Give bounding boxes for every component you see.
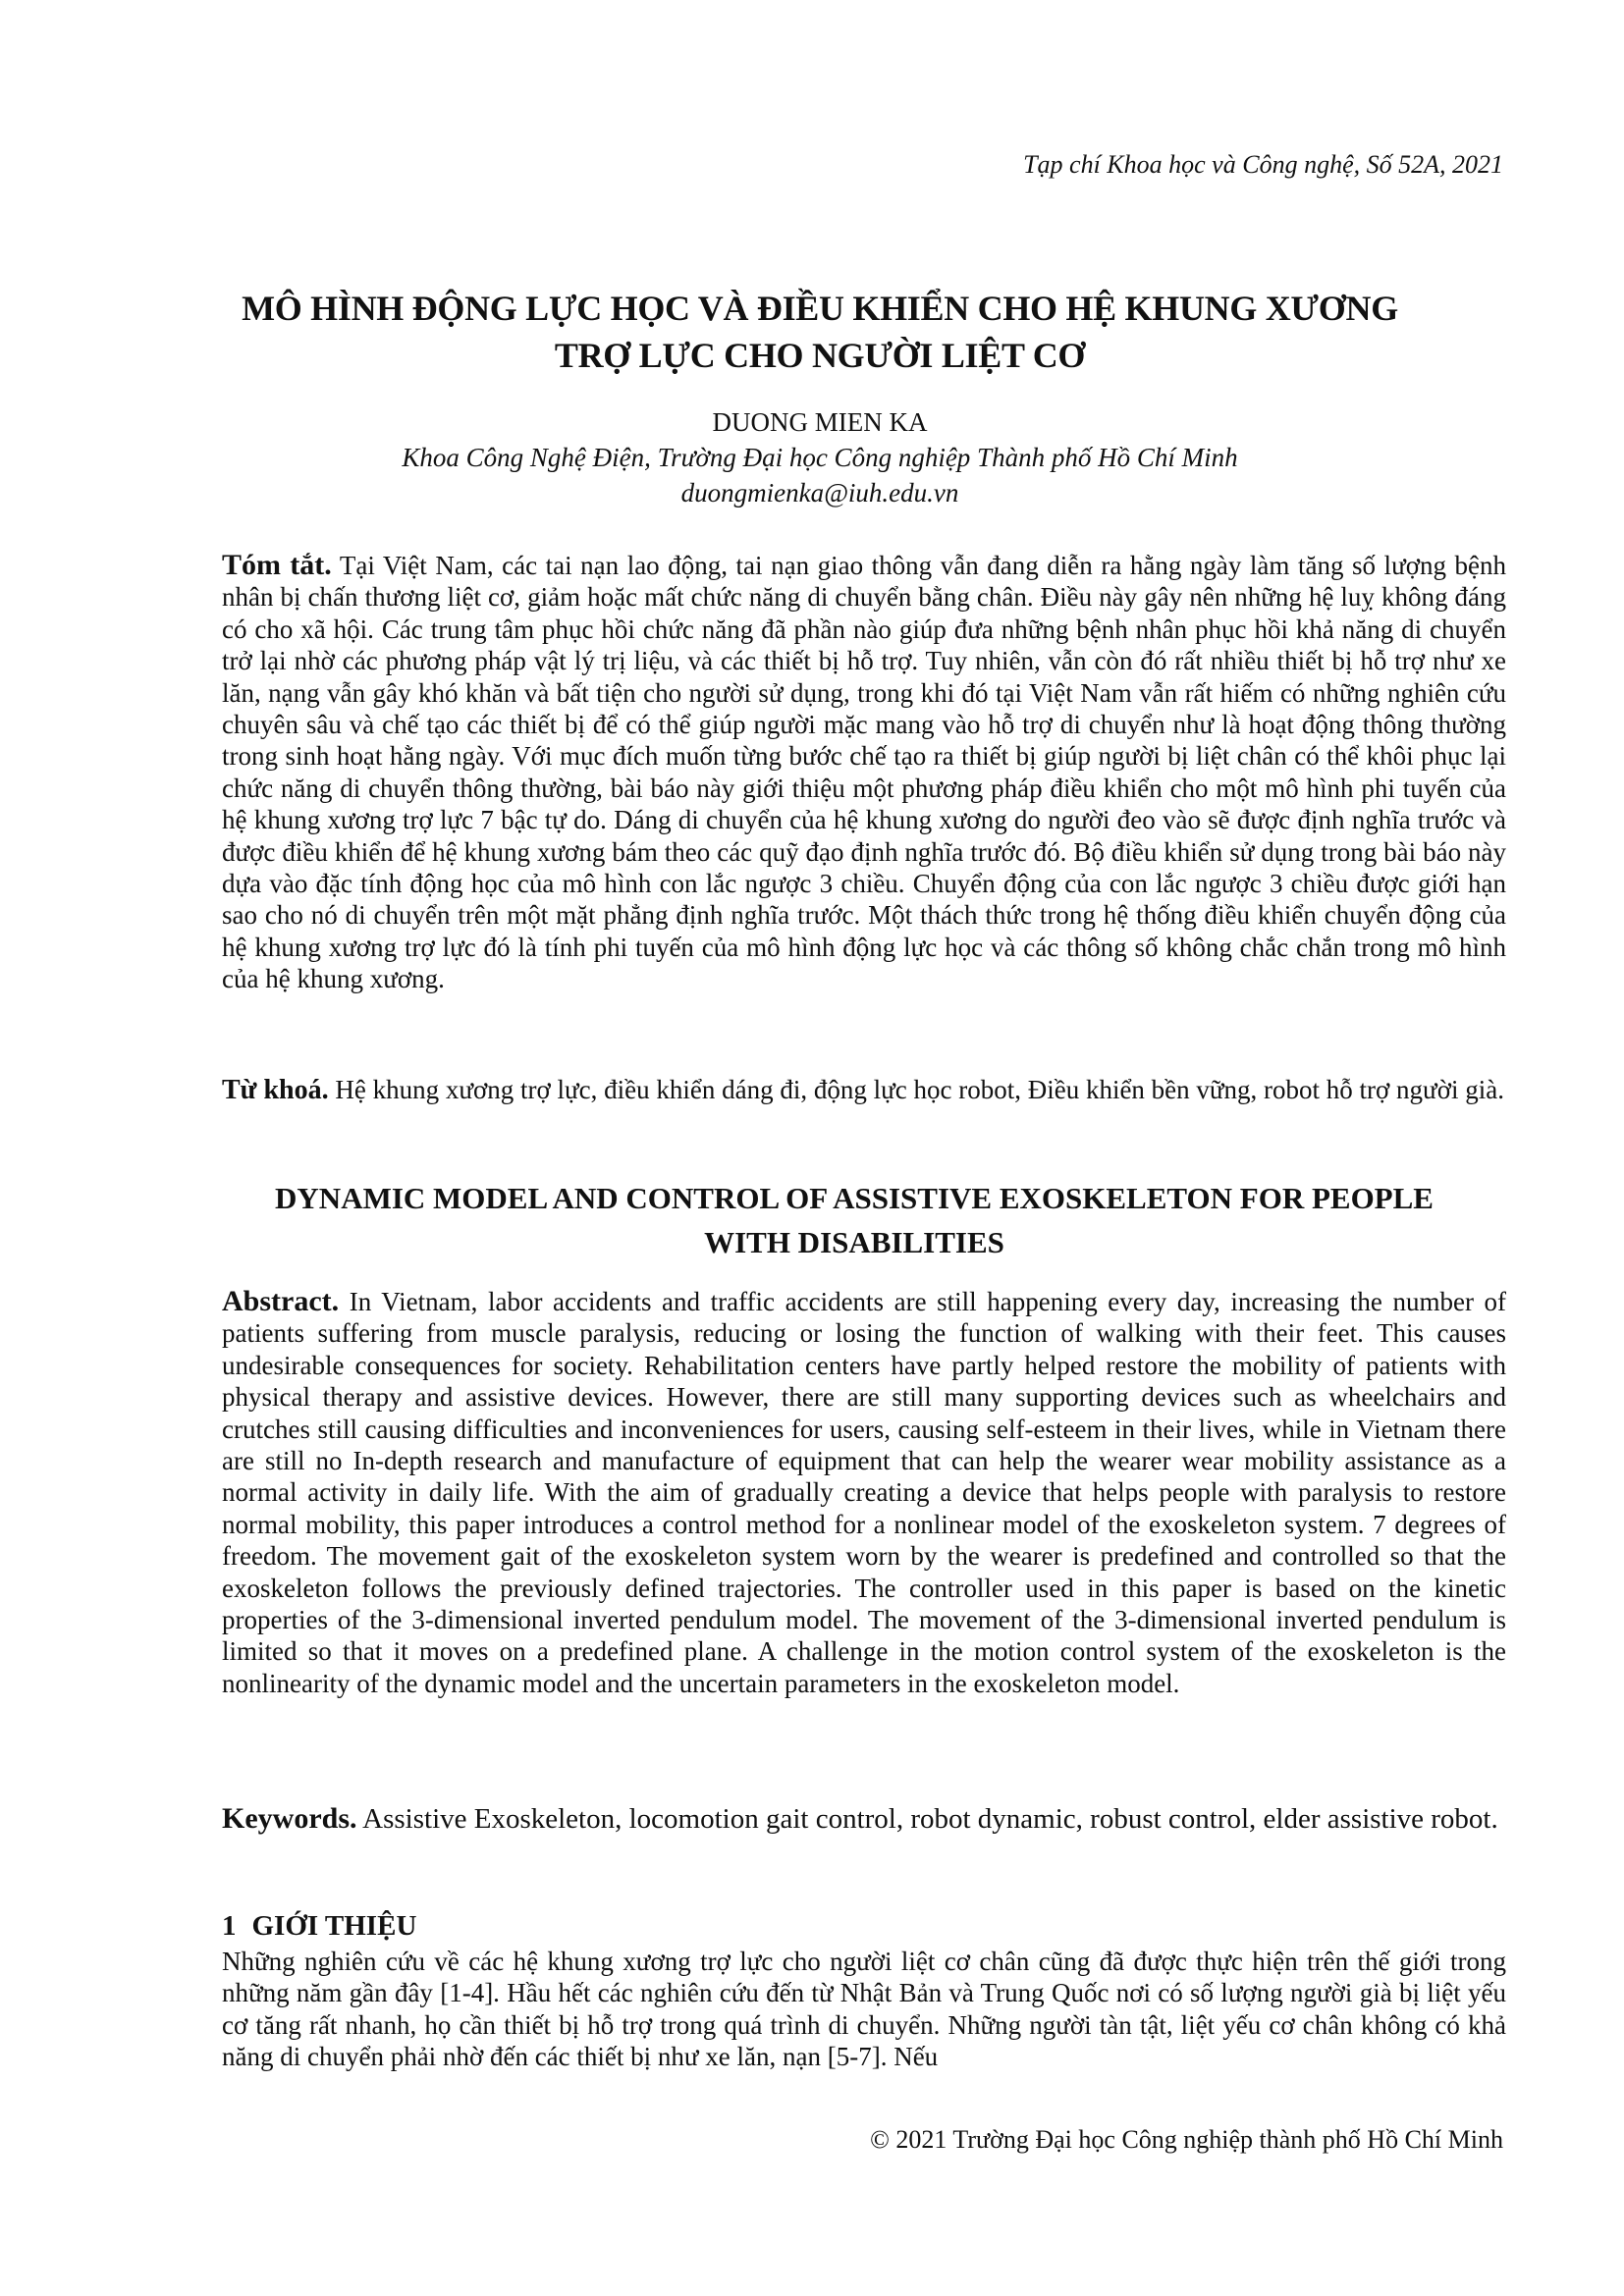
section-title: GIỚI THIỆU — [251, 1910, 417, 1942]
abstract-english — [222, 1286, 1506, 1699]
title-english-line-1: DYNAMIC MODEL AND CONTROL OF ASSISTIVE EXOSKELETON FOR PEOPLE — [275, 1181, 1434, 1215]
title-vietnamese-line-2: TRỢ LỰC CHO NGƯỜI LIỆT CƠ — [554, 336, 1086, 375]
abstract-vietnamese-label: Tóm tắt. — [222, 549, 332, 581]
title-vietnamese — [196, 285, 1443, 379]
introduction-text: Những nghiên cứu về các hệ khung xương trợ lực cho người liệt cơ chân cũng đã được thực hiện trên thế giới trong những năm gần đây [1-4]. Hầu hết các nghiên cứu đến từ Nhật Bản và Trung Quốc nơi có số lượng người già bị liệt yếu cơ tăng rất nhanh, họ cần thiết bị hỗ trợ trong quá trình di chuyển. Những người tàn tật, liệt yếu cơ chân không có khả năng di chuyển phải nhờ đến các thiết bị như xe lăn, nạn [5-7]. Nếu — [222, 1947, 1506, 2072]
author-affiliation: Khoa Công Nghệ Điện, Trường Đại học Công nghiệp Thành phố Hồ Chí Minh — [402, 443, 1238, 472]
keywords-english-label: Keywords. — [222, 1802, 357, 1835]
author-name: DUONG MIEN KA — [712, 407, 928, 437]
keywords-vietnamese-text: Hệ khung xương trợ lực, điều khiển dáng đi, động lực học robot, Điều khiển bền vững, robot hỗ trợ người già. — [335, 1075, 1504, 1104]
abstract-english-label: Abstract. — [222, 1285, 340, 1317]
title-english-line-2: WITH DISABILITIES — [704, 1225, 1004, 1259]
author-email: duongmienka@iuh.edu.vn — [680, 478, 959, 507]
title-vietnamese-line-1: MÔ HÌNH ĐỘNG LỰC HỌC VÀ ĐIỀU KHIỂN CHO HỆ KHUNG XƯƠNG — [242, 289, 1398, 328]
abstract-vietnamese — [222, 550, 1506, 995]
abstract-english-text: In Vietnam, labor accidents and traffic accidents are still happening every day, increasing the number of patients suffering from muscle paralysis, reducing or losing the function of walking with their feet. This causes undesirable consequences for society. Rehabilitation centers have partly helped restore the mobility of patients with physical therapy and assistive devices. However, there are still many supporting devices such as wheelchairs and crutches still causing difficulties and inconveniences for users, causing self-esteem in their lives, while in Vietnam there are still no In-depth research and manufacture of equipment that can help the wearer wear mobility assistance as a normal activity in daily life. With the aim of gradually creating a device that helps people with paralysis to restore normal mobility, this paper introduces a control method for a nonlinear model of the exoskeleton system. 7 degrees of freedom. The movement gait of the exoskeleton system worn by the wearer is predefined and controlled so that the exoskeleton follows the previously defined trajectories. The controller used in this paper is based on the kinetic properties of the 3-dimensional inverted pendulum model. The movement of the 3-dimensional inverted pendulum is limited so that it moves on a predefined plane. A challenge in the motion control system of the exoskeleton is the nonlinearity of the dynamic model and the uncertain parameters in the exoskeleton model. — [222, 1287, 1507, 1698]
section-heading-introduction — [222, 1908, 416, 1944]
title-english — [196, 1176, 1512, 1264]
keywords-vietnamese — [222, 1074, 1506, 1106]
abstract-vietnamese-text: Tại Việt Nam, các tai nạn lao động, tai nạn giao thông vẫn đang diễn ra hằng ngày làm tăng số lượng bệnh nhân bị chấn thương liệt cơ, giảm hoặc mất chức năng di chuyển bằng chân. Điều này gây nên những hệ luỵ không đáng có cho xã hội. Các trung tâm phục hồi chức năng đã phần nào giúp đưa những bệnh nhân phục hồi khả năng di chuyển trở lại nhờ các phương pháp vật lý trị liệu, và các thiết bị hỗ trợ. Tuy nhiên, vẫn còn đó rất nhiều thiết bị hỗ trợ như xe lăn, nạng vẫn gây khó khăn và bất tiện cho người sử dụng, trong khi đó tại Việt Nam vẫn rất hiếm có những nghiên cứu chuyên sâu và chế tạo các thiết bị để có thể giúp người mặc mang vào hỗ trợ di chuyển như là hoạt động thông thường trong sinh hoạt hằng ngày. Với mục đích muốn từng bước chế tạo ra thiết bị giúp người bị liệt chân có thể khôi phục lại chức năng di chuyển thông thường, bài báo này giới thiệu một phương pháp điều khiển cho một mô hình phi tuyến của hệ khung xương trợ lực 7 bậc tự do. Dáng di chuyển của hệ khung xương do người đeo vào sẽ được định nghĩa trước và được điều khiển để hệ khung xương bám theo các quỹ đạo định nghĩa trước đó. Bộ điều khiển sử dụng trong bài báo này dựa vào đặc tính động học của mô hình con lắc ngược 3 chiều. Chuyển động của con lắc ngược 3 chiều được giới hạn sao cho nó di chuyển trên một mặt phẳng định nghĩa trước. Một thách thức trong hệ thống điều khiển chuyển động của hệ khung xương trợ lực đó là tính phi tuyến của mô hình động lực học và các thông số không chắc chắn trong mô hình của hệ khung xương. — [222, 551, 1507, 994]
section-introduction-body — [222, 1946, 1506, 2073]
copyright-footer: © 2021 Trường Đại học Công nghiệp thành phố Hồ Chí Minh — [870, 2125, 1503, 2154]
journal-header: Tạp chí Khoa học và Công nghệ, Số 52A, 2021 — [1023, 150, 1503, 179]
keywords-vietnamese-label: Từ khoá. — [222, 1075, 329, 1105]
keywords-english — [222, 1802, 1506, 1836]
keywords-english-text: Assistive Exoskeleton, locomotion gait control, robot dynamic, robust control, elder assistive robot. — [362, 1803, 1498, 1835]
section-number: 1 — [222, 1910, 237, 1942]
